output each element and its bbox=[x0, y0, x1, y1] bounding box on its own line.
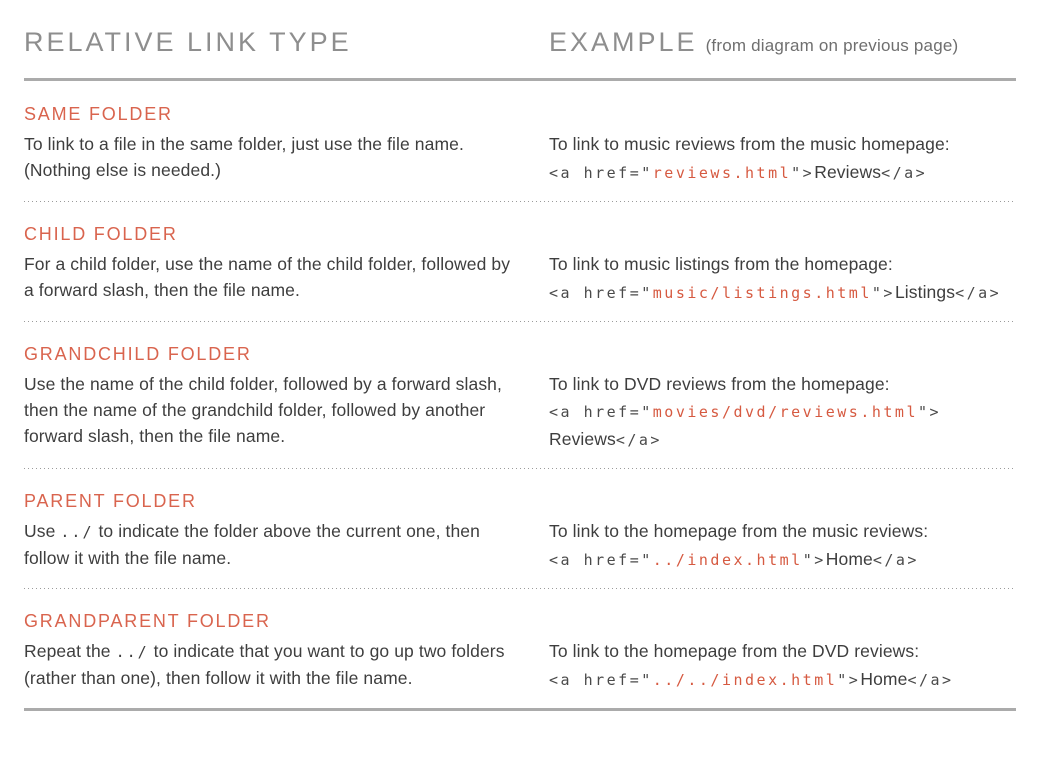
code-tag-close: "> bbox=[837, 671, 861, 689]
code-tag-open: <a href=" bbox=[549, 284, 653, 302]
code-link-text: Listings bbox=[894, 282, 956, 302]
example-code bbox=[549, 159, 1016, 187]
example-intro: To link to DVD reviews from the homepage: bbox=[549, 374, 890, 394]
table-row-child-folder bbox=[24, 201, 1016, 321]
example-cell bbox=[549, 103, 1016, 187]
table-row-grandparent-folder bbox=[24, 588, 1016, 708]
link-type-cell bbox=[24, 490, 549, 574]
code-tag-open: <a href=" bbox=[549, 403, 653, 421]
section-description bbox=[24, 518, 513, 571]
example-cell bbox=[549, 223, 1016, 307]
code-closing-tag: </a> bbox=[872, 551, 919, 569]
example-cell bbox=[549, 610, 1016, 694]
inline-code: ../ bbox=[115, 643, 149, 661]
table-row-grandchild-folder bbox=[24, 321, 1016, 468]
column-header-link-type: RELATIVE LINK TYPE bbox=[24, 27, 352, 57]
code-tag-close: "> bbox=[802, 551, 826, 569]
example-code bbox=[549, 399, 1016, 454]
description-text: Repeat the bbox=[24, 641, 116, 661]
code-href-value: ../../index.html bbox=[652, 671, 838, 689]
code-closing-tag: </a> bbox=[881, 164, 928, 182]
link-type-cell bbox=[24, 223, 549, 307]
example-code bbox=[549, 279, 1016, 307]
code-href-value: music/listings.html bbox=[652, 284, 872, 302]
example-intro: To link to the homepage from the music reviews: bbox=[549, 521, 929, 541]
section-description: To link to a file in the same folder, just use the file name. (Nothing else is needed.) bbox=[24, 134, 464, 180]
column-header-example-label: EXAMPLE bbox=[549, 27, 698, 57]
link-type-cell bbox=[24, 610, 549, 694]
code-closing-tag: </a> bbox=[615, 431, 662, 449]
example-code bbox=[549, 546, 1016, 574]
description-text: to indicate that you want to go up two folders (rather than one), then follow it with the file name. bbox=[24, 641, 505, 688]
code-closing-tag: </a> bbox=[907, 671, 954, 689]
column-header-example bbox=[549, 26, 1016, 62]
code-tag-open: <a href=" bbox=[549, 671, 653, 689]
code-tag-open: <a href=" bbox=[549, 164, 653, 182]
code-href-value: reviews.html bbox=[652, 164, 792, 182]
section-heading: SAME FOLDER bbox=[24, 104, 173, 124]
example-intro: To link to music listings from the homepage: bbox=[549, 254, 893, 274]
table-row-same-folder bbox=[24, 81, 1016, 201]
description-text: to indicate the folder above the current one, then follow it with the file name. bbox=[24, 521, 480, 568]
section-description: Use the name of the child folder, followed by a forward slash, then the name of the grandchild folder, followed by another forward slash, then the file name. bbox=[24, 374, 502, 446]
section-description: For a child folder, use the name of the child folder, followed by a forward slash, then the file name. bbox=[24, 254, 511, 300]
example-code bbox=[549, 666, 1016, 694]
column-header-example-note: (from diagram on previous page) bbox=[705, 36, 959, 55]
description-text: Use bbox=[24, 521, 61, 541]
code-tag-open: <a href=" bbox=[549, 551, 653, 569]
code-href-value: ../index.html bbox=[652, 551, 803, 569]
code-href-value: movies/dvd/reviews.html bbox=[652, 403, 918, 421]
section-heading: GRANDCHILD FOLDER bbox=[24, 344, 252, 364]
example-intro: To link to music reviews from the music homepage: bbox=[549, 134, 950, 154]
example-intro: To link to the homepage from the DVD reviews: bbox=[549, 641, 920, 661]
code-tag-close: "> bbox=[918, 403, 942, 421]
code-link-text: Home bbox=[860, 669, 908, 689]
code-link-text: Reviews bbox=[549, 429, 616, 449]
code-closing-tag: </a> bbox=[955, 284, 1002, 302]
code-link-text: Reviews bbox=[814, 162, 882, 182]
section-heading: GRANDPARENT FOLDER bbox=[24, 611, 271, 631]
table-row-parent-folder bbox=[24, 468, 1016, 588]
link-type-cell bbox=[24, 343, 549, 454]
section-description bbox=[24, 638, 513, 691]
example-cell bbox=[549, 343, 1016, 454]
code-tag-close: "> bbox=[791, 164, 815, 182]
section-heading: PARENT FOLDER bbox=[24, 491, 197, 511]
example-cell bbox=[549, 490, 1016, 574]
inline-code: ../ bbox=[60, 523, 94, 541]
table-header bbox=[24, 0, 1016, 81]
code-link-text: Home bbox=[825, 549, 873, 569]
link-type-cell bbox=[24, 103, 549, 187]
table-body bbox=[24, 81, 1016, 711]
code-tag-close: "> bbox=[871, 284, 895, 302]
section-heading: CHILD FOLDER bbox=[24, 224, 178, 244]
